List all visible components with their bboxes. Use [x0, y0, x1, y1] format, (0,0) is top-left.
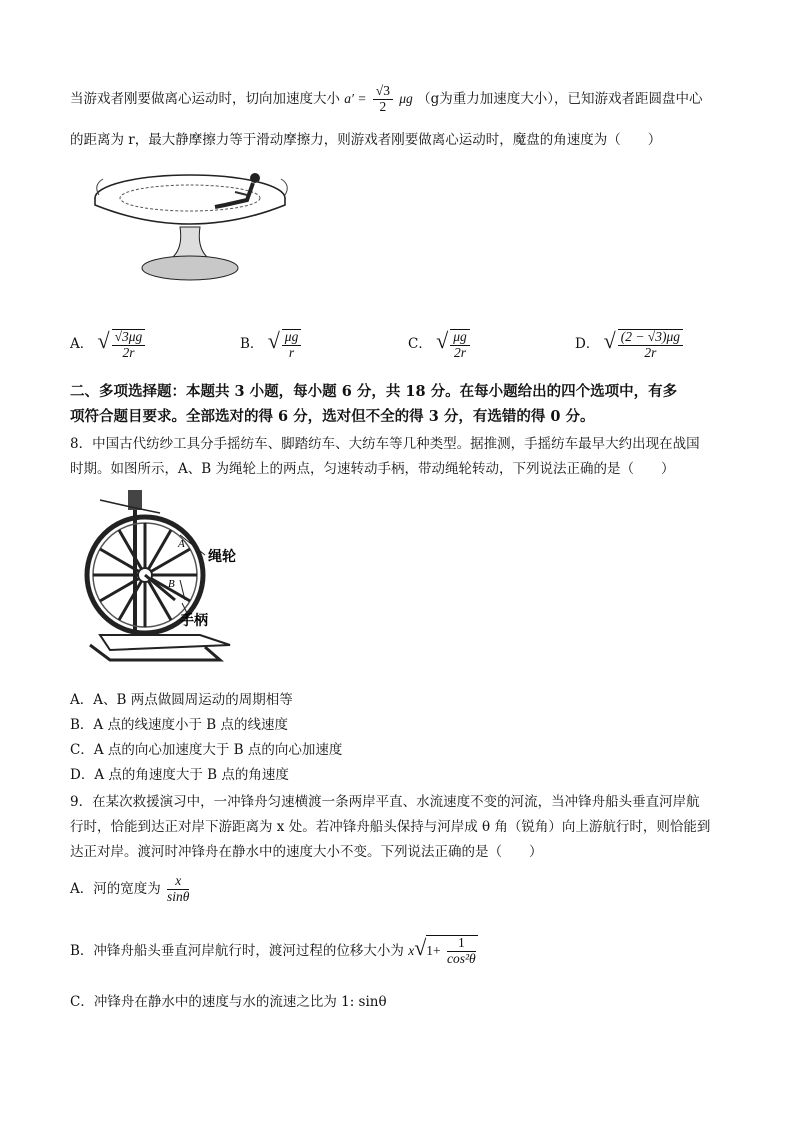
- rotating-disc-figure: [85, 165, 295, 295]
- q7-line-1: 当游戏者刚要做离心运动时，切向加速度大小 a′ = $\frac{√3}{2}$ μg （g为重力加速度大小），已知游戏者距圆盘中心: [70, 83, 703, 114]
- q7-line-2: 的距离为 r，最大静摩擦力等于滑动摩擦力，则游戏者刚要做离心运动时，魔盘的角速度为（ ）: [70, 132, 662, 148]
- q8-option-c[interactable]: C．A 点的向心加速度大于 B 点的向心加速度: [70, 742, 343, 758]
- q7-option-b[interactable]: B． √ $\frac{\mu g}{r}$: [240, 328, 303, 360]
- q9-line-2: 行时，恰能到达正对岸下游距离为 x 处。若冲锋舟船头保持与河岸成 θ 角（锐角）向上游航行时，则恰能到: [70, 819, 711, 835]
- q7-option-d[interactable]: D． √ $\frac{(2 - √3)\mu g}{2r}$: [575, 328, 685, 360]
- q8-option-d[interactable]: D．A 点的角速度大于 B 点的角速度: [70, 767, 289, 783]
- q8-line-2: 时期。如图所示，A、B 为绳轮上的两点，匀速转动手柄，带动绳轮转动，下列说法正确的是（ ）: [70, 461, 675, 477]
- q7-option-c[interactable]: C． √ $\frac{\mu g}{2r}$: [408, 328, 472, 360]
- accel-fraction: $\frac{√3}{2}$: [373, 84, 393, 115]
- label-point-a: A: [178, 538, 185, 550]
- accel-symbol: a′ =: [344, 90, 367, 106]
- label-handle: 手柄: [180, 613, 208, 629]
- q9-option-c[interactable]: C．冲锋舟在静水中的速度与水的流速之比为 1: sinθ: [70, 994, 387, 1010]
- q8-option-b[interactable]: B．A 点的线速度小于 B 点的线速度: [70, 717, 288, 733]
- q9-line-3: 达正对岸。渡河时冲锋舟在静水中的速度大小不变。下列说法正确的是（ ）: [70, 844, 543, 860]
- q9-option-a[interactable]: A．河的宽度为 $\frac{x}{\sin\theta}$: [70, 873, 190, 904]
- section-2-heading-line-2: 项符合题目要求。全部选对的得 6 分，选对但不全的得 3 分，有选错的得 0 分。: [70, 408, 595, 425]
- label-rope-wheel: 绳轮: [208, 549, 236, 565]
- section-2-heading-line-1: 二、多项选择题：本题共 3 小题，每小题 6 分，共 18 分。在每小题给出的四个选项中，有多: [70, 383, 678, 400]
- q9-option-b[interactable]: B．冲锋舟船头垂直河岸航行时，渡河过程的位移大小为 x√1+ $\frac{1}{\text{cos²θ}}$: [70, 935, 476, 966]
- q8-option-a[interactable]: A．A、B 两点做圆周运动的周期相等: [70, 692, 293, 708]
- spinning-wheel-figure: [80, 485, 250, 675]
- label-point-b: B: [168, 578, 175, 590]
- q9-line-1: 9．在某次救援演习中，一冲锋舟匀速横渡一条两岸平直、水流速度不变的河流，当冲锋舟船头垂直河岸航: [70, 794, 700, 810]
- q8-line-1: 8．中国古代纺纱工具分手摇纺车、脚踏纺车、大纺车等几种类型。据推测，手摇纺车最早大约出现在战国: [70, 436, 700, 452]
- q7-option-a[interactable]: A． √ $\frac{√3\mu g}{2r}$: [70, 328, 147, 360]
